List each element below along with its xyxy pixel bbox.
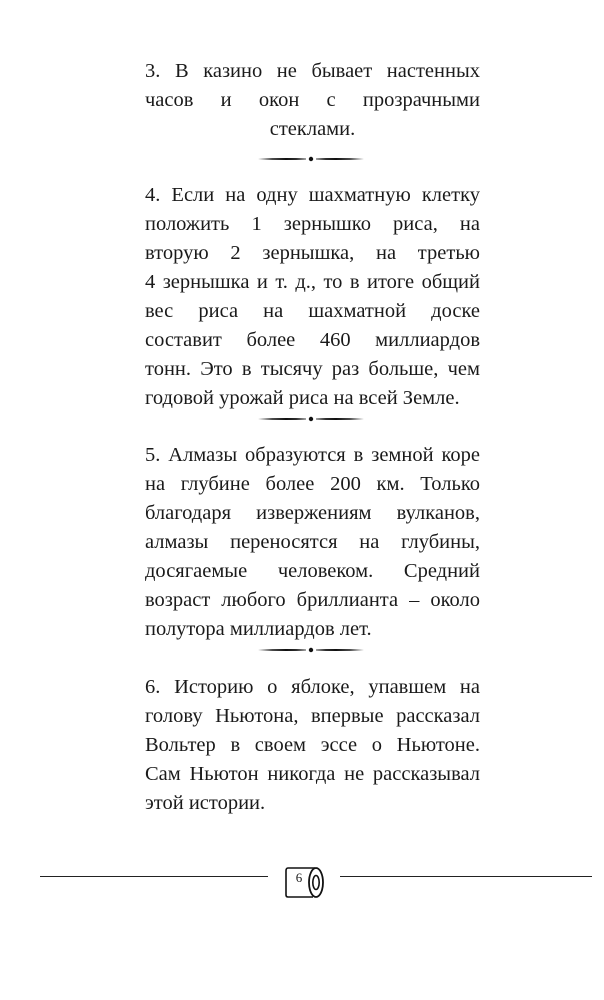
fact-5 xyxy=(145,441,480,644)
fact-4-line: 4. Если на одну шахматную клетку xyxy=(145,184,480,206)
fact-5-line: 5. Алмазы образуются в земной коре xyxy=(145,444,480,466)
fact-4 xyxy=(145,181,480,413)
fact-4-line: положить 1 зернышко риса, на xyxy=(145,213,480,235)
fact-3-line: часов и окон с прозрачными xyxy=(145,89,480,111)
fact-3 xyxy=(145,57,480,144)
fact-4-line: вес риса на шахматной доске xyxy=(145,300,480,322)
footer-rule-right xyxy=(340,876,592,877)
fact-4-line: вторую 2 зернышка, на третью xyxy=(145,242,480,264)
fact-5-line: на глубине более 200 км. Только xyxy=(145,473,480,495)
fact-4-line: тонн. Это в тысячу раз больше, чем xyxy=(145,358,480,380)
section-divider xyxy=(256,154,366,164)
fact-6-line: 6. Историю о яблоке, упавшем на xyxy=(145,676,480,698)
footer-rule-left xyxy=(40,876,268,877)
fact-5-line: полутора миллиардов лет. xyxy=(145,618,372,640)
fact-5-line: алмазы переносятся на глубины, xyxy=(145,531,480,553)
fact-6-line: этой истории. xyxy=(145,792,266,814)
fact-3-line: 3. В казино не бывает настенных xyxy=(145,60,480,82)
fact-3-line: стеклами. xyxy=(269,118,356,140)
fact-5-line: возраст любого бриллианта – около xyxy=(145,589,480,611)
fact-4-line: составит более 460 миллиардов xyxy=(145,329,480,351)
section-divider xyxy=(256,645,366,655)
fact-5-line: благодаря извержениям вулканов, xyxy=(145,502,480,524)
section-divider xyxy=(256,414,366,424)
fact-6-line: голову Ньютона, впервые рассказал xyxy=(145,705,480,727)
fact-4-line: 4 зернышка и т. д., то в итоге общий xyxy=(145,271,480,293)
page-number: 6 xyxy=(295,870,303,885)
fact-5-line: досягаемые человеком. Средний xyxy=(145,560,480,582)
fact-6-line: Вольтер в своем эссе о Ньютоне. xyxy=(145,734,480,756)
fact-6-line: Сам Ньютон никогда не рассказывал xyxy=(145,763,480,785)
fact-6 xyxy=(145,673,480,818)
fact-4-line: годовой урожай риса на всей Земле. xyxy=(145,387,460,409)
